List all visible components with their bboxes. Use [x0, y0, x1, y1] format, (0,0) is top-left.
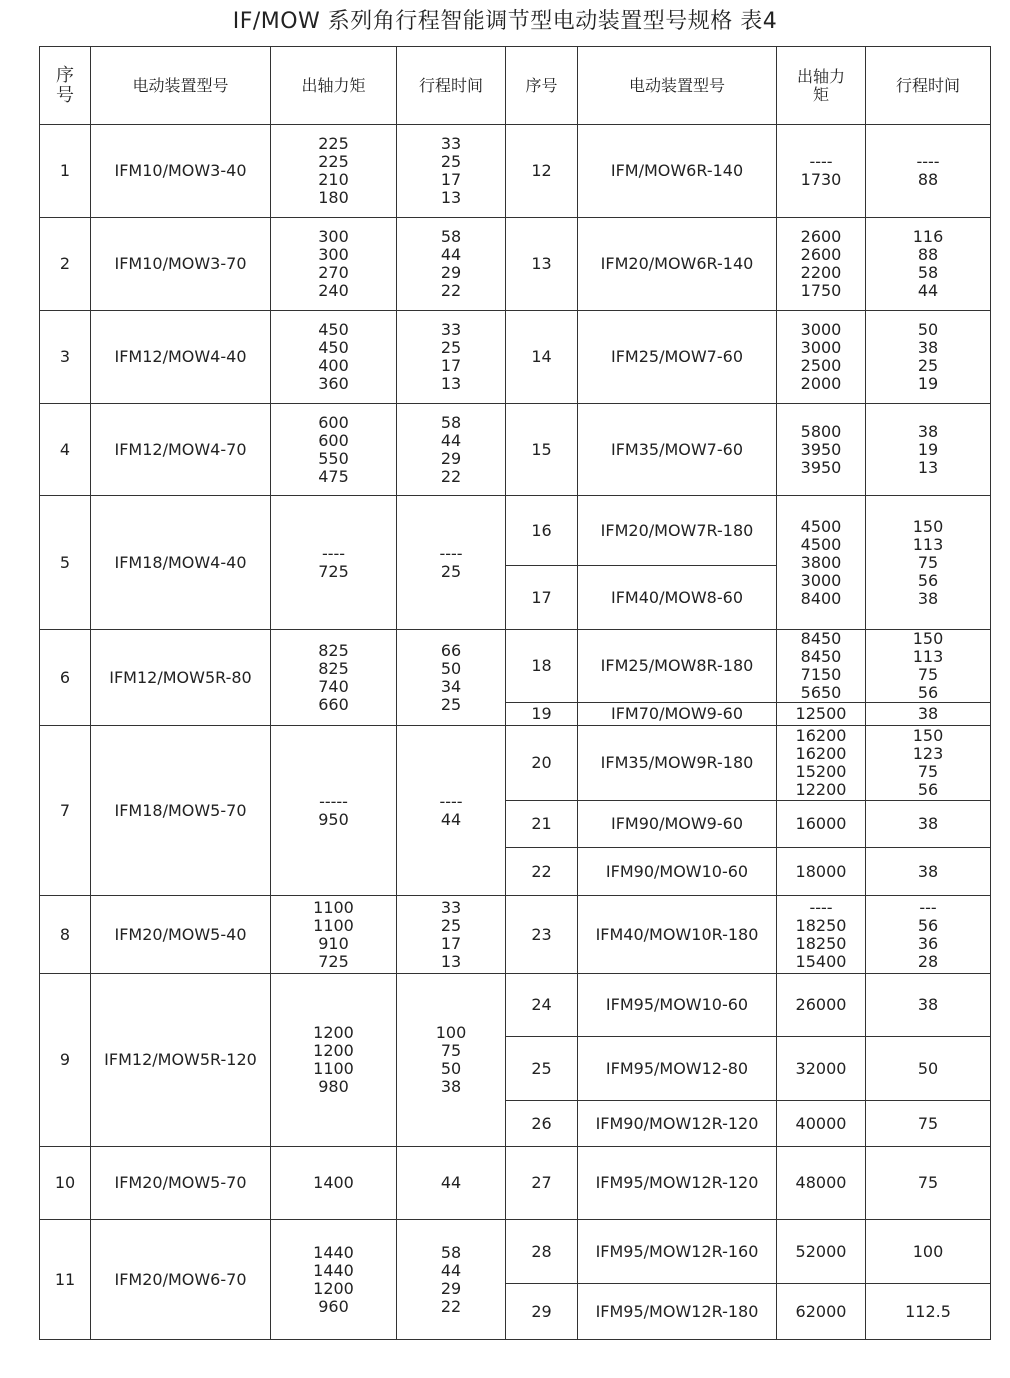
output-torque	[777, 703, 866, 726]
model-name: IFM12/MOW4-70	[91, 404, 271, 496]
model-name: IFM90/MOW12R-120	[578, 1101, 777, 1147]
row-number: 13	[506, 218, 578, 311]
output-torque	[271, 125, 397, 218]
header-seq: 序号	[40, 47, 91, 125]
output-torque-value: 7150	[800, 665, 842, 684]
output-torque-value: 1400	[313, 1173, 354, 1192]
output-torque	[777, 1147, 866, 1220]
model-name: IFM25/MOW8R-180	[578, 630, 777, 703]
row-number: 21	[506, 801, 578, 848]
model-name: IFM10/MOW3-70	[91, 218, 271, 311]
model-name: IFM20/MOW7R-180	[578, 496, 777, 566]
output-torque-value: 825	[318, 658, 349, 678]
output-torque-value: 660	[318, 694, 349, 714]
output-torque-value: 225	[318, 134, 349, 153]
row-number: 26	[506, 1101, 578, 1147]
output-torque-value: 16200	[795, 726, 847, 745]
output-torque-value: 1730	[800, 170, 842, 189]
output-torque-value: 4500	[800, 516, 842, 536]
output-torque-value: 62000	[795, 1301, 847, 1321]
row-number: 7	[40, 726, 91, 896]
output-torque-value: 4500	[800, 534, 842, 554]
output-torque	[271, 726, 397, 896]
stroke-time	[866, 311, 991, 404]
output-torque-value: 5800	[800, 421, 842, 441]
spec-table	[39, 46, 991, 1340]
stroke-time-value: 29	[440, 263, 462, 282]
row-number: 8	[40, 896, 91, 974]
stroke-time-value: 13	[440, 188, 462, 207]
stroke-time	[866, 1101, 991, 1147]
output-torque-value: 1200	[313, 1041, 354, 1060]
row-number: 16	[506, 496, 578, 566]
output-torque-value: 3800	[800, 552, 842, 572]
model-name: IFM35/MOW7-60	[578, 404, 777, 496]
stroke-time	[397, 726, 506, 896]
stroke-time	[397, 896, 506, 974]
stroke-time-value: 22	[440, 466, 462, 486]
model-name: IFM10/MOW3-40	[91, 125, 271, 218]
output-torque-value: 12500	[795, 704, 847, 723]
output-torque-value: 8450	[800, 647, 842, 666]
output-torque	[271, 496, 397, 630]
stroke-time-value: 66	[440, 640, 462, 660]
table-row	[40, 311, 991, 404]
stroke-time-value: 112.5	[905, 1301, 951, 1321]
output-torque	[777, 848, 866, 896]
table-body	[40, 125, 991, 1340]
output-torque-value: 225	[318, 152, 349, 171]
output-torque-value: 240	[318, 281, 349, 300]
stroke-time-value: ----	[439, 543, 463, 563]
output-torque	[271, 1220, 397, 1340]
output-torque	[271, 1147, 397, 1220]
row-number: 9	[40, 974, 91, 1147]
stroke-time-value: 75	[440, 1041, 462, 1060]
stroke-time	[866, 1284, 991, 1340]
row-number: 2	[40, 218, 91, 311]
stroke-time-value: 17	[440, 356, 462, 375]
output-torque	[777, 496, 866, 630]
table-row	[40, 896, 991, 974]
header-model2: 电动装置型号	[578, 47, 777, 125]
stroke-time-value: 38	[917, 995, 939, 1014]
output-torque-value: 1100	[313, 897, 354, 917]
output-torque-value: 2200	[800, 263, 842, 282]
header-model: 电动装置型号	[91, 47, 271, 125]
stroke-time	[397, 218, 506, 311]
output-torque	[777, 1101, 866, 1147]
output-torque-value: 980	[318, 1077, 349, 1096]
output-torque-value: 960	[318, 1296, 349, 1316]
header-seq2: 序号	[506, 47, 578, 125]
header-row	[40, 47, 991, 125]
output-torque-value: -----	[319, 791, 348, 811]
output-torque-value: 18250	[795, 915, 847, 935]
stroke-time-value: 38	[917, 338, 939, 357]
model-name: IFM95/MOW10-60	[578, 974, 777, 1037]
row-number: 6	[40, 630, 91, 726]
output-torque	[777, 630, 866, 703]
stroke-time	[866, 848, 991, 896]
stroke-time-value: 38	[917, 421, 939, 441]
output-torque-value: 18250	[795, 933, 847, 953]
row-number: 24	[506, 974, 578, 1037]
stroke-time-value: 50	[440, 1059, 462, 1078]
stroke-time-value: 25	[440, 152, 462, 171]
stroke-time-value: 25	[440, 338, 462, 357]
model-name: IFM35/MOW9R-180	[578, 726, 777, 801]
stroke-time-value: 44	[440, 1260, 462, 1280]
output-torque	[271, 404, 397, 496]
output-torque-value: 5650	[800, 683, 842, 702]
table-row	[40, 496, 991, 566]
output-torque-value: 3950	[800, 457, 842, 477]
stroke-time-value: 75	[917, 552, 939, 572]
table-row	[40, 1147, 991, 1220]
output-torque	[777, 1220, 866, 1284]
stroke-time-value: 38	[917, 861, 939, 881]
stroke-time	[397, 1147, 506, 1220]
stroke-time-value: 38	[440, 1077, 462, 1096]
output-torque-value: 1750	[800, 281, 842, 300]
model-name: IFM40/MOW8-60	[578, 566, 777, 630]
model-name: IFM20/MOW6-70	[91, 1220, 271, 1340]
output-torque-value: 48000	[795, 1173, 847, 1192]
row-number: 4	[40, 404, 91, 496]
stroke-time	[866, 1220, 991, 1284]
stroke-time-value: 17	[440, 170, 462, 189]
stroke-time	[866, 630, 991, 703]
output-torque-value: 8450	[800, 629, 842, 648]
stroke-time-value: 13	[440, 374, 462, 393]
stroke-time-value: 36	[917, 933, 939, 953]
output-torque-value: 950	[318, 809, 349, 829]
model-name: IFM95/MOW12R-180	[578, 1284, 777, 1340]
stroke-time-value: 58	[440, 227, 462, 246]
output-torque-value: 180	[318, 188, 349, 207]
stroke-time-value: 56	[917, 780, 939, 799]
output-torque-value: 26000	[795, 995, 847, 1014]
stroke-time-value: 19	[917, 374, 939, 393]
output-torque	[777, 218, 866, 311]
model-name: IFM12/MOW5R-80	[91, 630, 271, 726]
output-torque-value: ----	[809, 897, 833, 917]
output-torque	[271, 630, 397, 726]
model-name: IFM12/MOW5R-120	[91, 974, 271, 1147]
output-torque-value: 270	[318, 263, 349, 282]
model-name: IFM18/MOW4-40	[91, 496, 271, 630]
row-number: 19	[506, 703, 578, 726]
stroke-time-value: 75	[917, 762, 939, 781]
row-number: 11	[40, 1220, 91, 1340]
header-time: 行程时间	[397, 47, 506, 125]
output-torque-value: 52000	[795, 1241, 847, 1261]
stroke-time-value: 75	[917, 665, 939, 684]
output-torque	[777, 404, 866, 496]
stroke-time-value: 33	[440, 320, 462, 339]
model-name: IFM25/MOW7-60	[578, 311, 777, 404]
stroke-time-value: 100	[435, 1023, 467, 1042]
row-number: 25	[506, 1037, 578, 1101]
stroke-time	[397, 125, 506, 218]
stroke-time-value: 56	[917, 570, 939, 590]
stroke-time-value: 13	[917, 457, 939, 477]
page-title: IF/MOW 系列角行程智能调节型电动装置型号规格 表4	[232, 9, 778, 34]
output-torque-value: 450	[318, 338, 349, 357]
output-torque-value: 600	[318, 430, 349, 450]
output-torque-value: 1200	[313, 1278, 354, 1298]
stroke-time-value: 38	[917, 814, 939, 833]
table-row	[40, 218, 991, 311]
stroke-time-value: 116	[912, 227, 944, 246]
stroke-time	[397, 404, 506, 496]
model-name: IFM70/MOW9-60	[578, 703, 777, 726]
output-torque-value: ----	[809, 152, 833, 171]
row-number: 14	[506, 311, 578, 404]
header-time2: 行程时间	[866, 47, 991, 125]
stroke-time	[397, 1220, 506, 1340]
row-number: 3	[40, 311, 91, 404]
stroke-time-value: 50	[440, 658, 462, 678]
stroke-time-value: 33	[440, 134, 462, 153]
output-torque	[777, 125, 866, 218]
stroke-time-value: 75	[917, 1113, 939, 1133]
stroke-time	[866, 1037, 991, 1101]
stroke-time	[866, 974, 991, 1037]
row-number: 28	[506, 1220, 578, 1284]
stroke-time-value: 44	[440, 245, 462, 264]
stroke-time	[866, 1147, 991, 1220]
stroke-time-value: 25	[440, 694, 462, 714]
stroke-time-value: 58	[440, 1242, 462, 1262]
stroke-time-value: 25	[440, 561, 462, 581]
stroke-time-value: 44	[440, 809, 462, 829]
output-torque-value: 8400	[800, 588, 842, 608]
stroke-time-value: 75	[917, 1173, 939, 1192]
output-torque-value: 1100	[313, 1059, 354, 1078]
model-name: IFM/MOW6R-140	[578, 125, 777, 218]
stroke-time-value: 150	[912, 629, 944, 648]
output-torque-value: 210	[318, 170, 349, 189]
stroke-time-value: 13	[440, 951, 462, 971]
output-torque-value: 16000	[795, 814, 847, 833]
stroke-time-value: 44	[440, 1173, 462, 1192]
stroke-time-value: 150	[912, 516, 944, 536]
stroke-time-value: ----	[439, 791, 463, 811]
output-torque-value: 16200	[795, 744, 847, 763]
output-torque-value: 2600	[800, 227, 842, 246]
output-torque-value: 3000	[800, 338, 842, 357]
output-torque-value: 475	[318, 466, 349, 486]
model-name: IFM95/MOW12R-120	[578, 1147, 777, 1220]
stroke-time-value: 22	[440, 281, 462, 300]
output-torque-value: 360	[318, 374, 349, 393]
row-number: 22	[506, 848, 578, 896]
output-torque-value: 32000	[795, 1058, 847, 1078]
output-torque-value: 1100	[313, 915, 354, 935]
stroke-time	[866, 726, 991, 801]
output-torque	[777, 1284, 866, 1340]
output-torque-value: 725	[318, 951, 349, 971]
stroke-time-value: 19	[917, 439, 939, 459]
output-torque	[777, 1037, 866, 1101]
output-torque	[271, 896, 397, 974]
stroke-time-value: ---	[919, 897, 937, 917]
stroke-time-value: 100	[912, 1241, 944, 1261]
output-torque-value: 18000	[795, 861, 847, 881]
stroke-time-value: 113	[912, 534, 944, 554]
model-name: IFM20/MOW6R-140	[578, 218, 777, 311]
output-torque-value: 1200	[313, 1023, 354, 1042]
output-torque-value: 2000	[800, 374, 842, 393]
stroke-time-value: 150	[912, 726, 944, 745]
stroke-time-value: 44	[917, 281, 939, 300]
header-torque2: 出轴力矩	[777, 47, 866, 125]
stroke-time	[866, 703, 991, 726]
output-torque-value: ----	[321, 543, 346, 563]
output-torque-value: 1440	[313, 1242, 354, 1262]
output-torque-value: 1440	[313, 1260, 354, 1280]
row-number: 20	[506, 726, 578, 801]
table-row	[40, 974, 991, 1037]
output-torque-value: 15400	[795, 951, 847, 971]
model-name: IFM20/MOW5-40	[91, 896, 271, 974]
stroke-time-value: 38	[917, 704, 939, 723]
row-number: 15	[506, 404, 578, 496]
model-name: IFM95/MOW12-80	[578, 1037, 777, 1101]
stroke-time-value: 22	[440, 1296, 462, 1316]
stroke-time-value: 56	[917, 683, 939, 702]
stroke-time	[866, 801, 991, 848]
output-torque	[777, 974, 866, 1037]
output-torque	[271, 311, 397, 404]
header-torque: 出轴力矩	[271, 47, 397, 125]
stroke-time-value: 25	[917, 356, 939, 375]
model-name: IFM18/MOW5-70	[91, 726, 271, 896]
model-name: IFM12/MOW4-40	[91, 311, 271, 404]
stroke-time-value: 56	[917, 915, 939, 935]
output-torque-value: 2600	[800, 245, 842, 264]
output-torque	[777, 896, 866, 974]
stroke-time	[866, 496, 991, 630]
row-number: 5	[40, 496, 91, 630]
stroke-time-value: 88	[917, 245, 939, 264]
row-number: 27	[506, 1147, 578, 1220]
stroke-time	[866, 125, 991, 218]
model-name: IFM20/MOW5-70	[91, 1147, 271, 1220]
stroke-time-value: 44	[440, 430, 462, 450]
output-torque	[777, 726, 866, 801]
row-number: 23	[506, 896, 578, 974]
stroke-time-value: 29	[440, 448, 462, 468]
output-torque-value: 825	[318, 640, 349, 660]
stroke-time-value: 38	[917, 588, 939, 608]
stroke-time	[397, 630, 506, 726]
output-torque-value: 3000	[800, 570, 842, 590]
stroke-time	[866, 404, 991, 496]
output-torque-value: 725	[318, 561, 349, 581]
output-torque-value: 40000	[795, 1113, 847, 1133]
stroke-time-value: ----	[916, 152, 940, 171]
stroke-time	[866, 896, 991, 974]
output-torque-value: 12200	[795, 780, 847, 799]
table-row	[40, 125, 991, 218]
row-number: 12	[506, 125, 578, 218]
stroke-time	[866, 218, 991, 311]
stroke-time-value: 58	[917, 263, 939, 282]
output-torque-value: 2500	[800, 356, 842, 375]
output-torque-value: 300	[318, 245, 349, 264]
model-name: IFM90/MOW10-60	[578, 848, 777, 896]
stroke-time-value: 28	[917, 951, 939, 971]
output-torque-value: 910	[318, 933, 349, 953]
output-torque-value: 550	[318, 448, 349, 468]
stroke-time-value: 123	[912, 744, 944, 763]
output-torque	[271, 974, 397, 1147]
stroke-time-value: 50	[917, 1058, 939, 1078]
output-torque	[777, 801, 866, 848]
stroke-time-value: 34	[440, 676, 462, 696]
model-name: IFM95/MOW12R-160	[578, 1220, 777, 1284]
stroke-time-value: 33	[440, 897, 462, 917]
stroke-time-value: 29	[440, 1278, 462, 1298]
output-torque-value: 3000	[800, 320, 842, 339]
table-row	[40, 404, 991, 496]
stroke-time	[397, 974, 506, 1147]
stroke-time	[397, 311, 506, 404]
model-name: IFM90/MOW9-60	[578, 801, 777, 848]
output-torque-value: 450	[318, 320, 349, 339]
row-number: 18	[506, 630, 578, 703]
stroke-time-value: 88	[917, 170, 939, 189]
stroke-time-value: 17	[440, 933, 462, 953]
output-torque	[271, 218, 397, 311]
table-row	[40, 726, 991, 801]
row-number: 1	[40, 125, 91, 218]
stroke-time-value: 25	[440, 915, 462, 935]
row-number: 10	[40, 1147, 91, 1220]
table-row	[40, 630, 991, 703]
stroke-time-value: 58	[440, 412, 462, 432]
stroke-time-value: 50	[917, 320, 939, 339]
stroke-time-value: 113	[912, 647, 944, 666]
output-torque-value: 3950	[800, 439, 842, 459]
output-torque-value: 740	[318, 676, 349, 696]
output-torque-value: 15200	[795, 762, 847, 781]
output-torque-value: 600	[318, 412, 349, 432]
output-torque-value: 300	[318, 227, 349, 246]
row-number: 29	[506, 1284, 578, 1340]
row-number: 17	[506, 566, 578, 630]
model-name: IFM40/MOW10R-180	[578, 896, 777, 974]
stroke-time	[397, 496, 506, 630]
output-torque	[777, 311, 866, 404]
output-torque-value: 400	[318, 356, 349, 375]
table-row	[40, 1220, 991, 1284]
